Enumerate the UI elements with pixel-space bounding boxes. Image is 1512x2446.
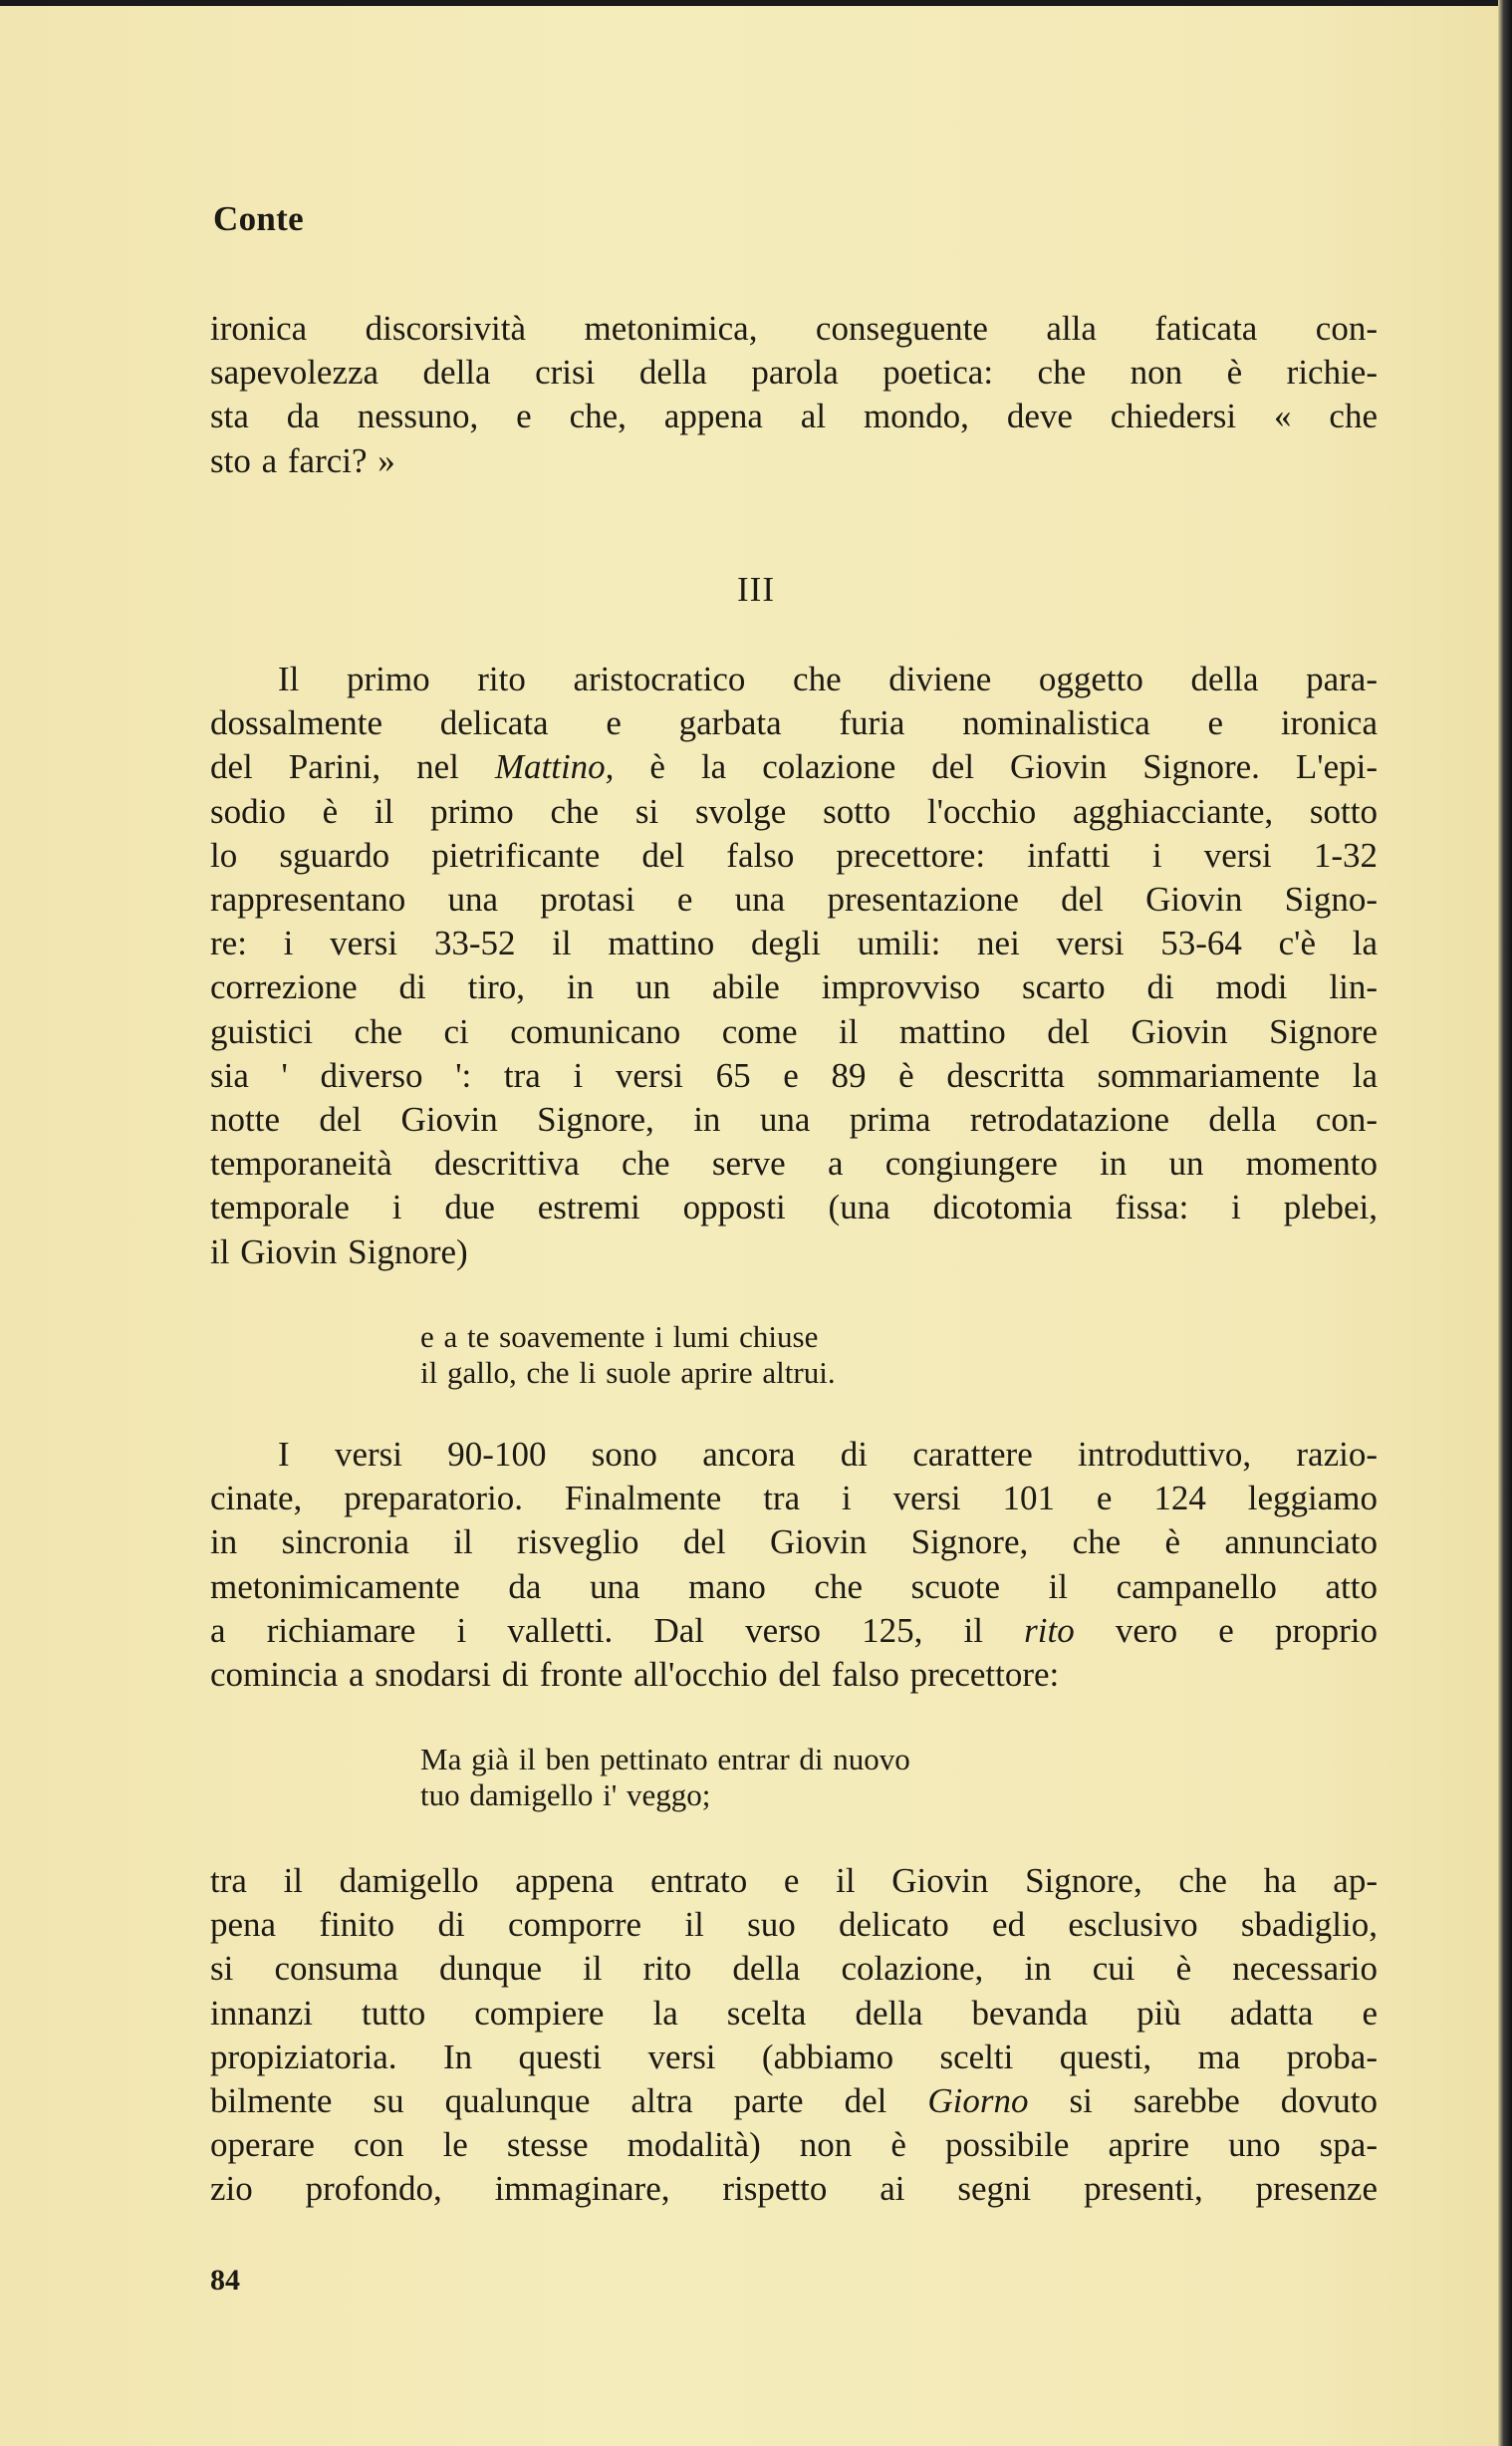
paragraph-3 [210,1433,1378,1697]
text-line: notte del Giovin Signore, in una prima retrodatazione della con- [210,1100,1378,1140]
text-run: bilmente su qualunque altra parte del [210,2081,928,2121]
paragraph-2 [210,658,1378,1274]
text-line: guistici che ci comunicano come il mattino del Giovin Signore [210,1011,1378,1051]
text-line: sta da nessuno, e che, appena al mondo, deve chiedersi « che [210,397,1378,436]
text-line: operare con le stesse modalità) non è possibile aprire uno spa- [210,2125,1378,2165]
text-run: vero e proprio [1074,1610,1378,1650]
text-line: sto a farci? » [210,440,395,480]
text-line: I versi 90-100 sono ancora di carattere introduttivo, razio- [278,1435,1378,1474]
text-line: temporaneità descrittiva che serve a congiungere in un momento [210,1144,1378,1184]
page-edge-shadow [1498,0,1512,2446]
text-line [210,2079,1378,2123]
text-line: temporale i due estremi opposti (una dicotomia fissa: i plebei, [210,1188,1378,1227]
text-line: rappresentano una protasi e una presentazione del Giovin Signo- [210,880,1378,920]
paragraph-1 [210,307,1378,483]
paragraph-4 [210,1859,1378,2212]
text-line: sodio è il primo che si svolge sotto l'occhio agghiacciante, sotto [210,791,1378,831]
italic-title: Mattino, [494,747,615,787]
text-line: lo sguardo pietrificante del falso precettore: infatti i versi 1-32 [210,835,1378,875]
page-number: 84 [210,2264,240,2297]
text-line: zio profondo, immaginare, rispetto ai segni presenti, presenze [210,2169,1378,2209]
italic-title: Giorno [927,2081,1029,2121]
verse-line: tuo damigello i' veggo; [420,1777,711,1812]
text-line: si consuma dunque il rito della colazione, in cui è necessario [210,1949,1378,1989]
text-line: dossalmente delicata e garbata furia nominalistica e ironica [210,703,1378,743]
text-run: è la colazione del Giovin Signore. L'epi- [614,747,1378,787]
text-line: propiziatoria. In questi versi (abbiamo scelti questi, ma proba- [210,2037,1378,2076]
text-line: tra il damigello appena entrato e il Giovin Signore, che ha ap- [210,1861,1378,1900]
text-run: a richiamare i valletti. Dal verso 125, il [210,1610,1025,1650]
text-line: sia ' diverso ': tra i versi 65 e 89 è descritta sommariamente la [210,1055,1378,1095]
verse-quotation-1 [420,1319,836,1391]
text-line: in sincronia il risveglio del Giovin Signore, che è annunciato [210,1522,1378,1562]
italic-word: rito [1024,1610,1075,1650]
section-number: III [737,570,775,609]
top-edge [0,0,1512,6]
verse-line: Ma già il ben pettinato entrar di nuovo [420,1742,910,1776]
text-run: si sarebbe dovuto [1028,2081,1379,2121]
text-line: ironica discorsività metonimica, conseguente alla faticata con- [210,309,1378,348]
text-line: sapevolezza della crisi della parola poetica: che non è richie- [210,353,1378,393]
text-line: Il primo rito aristocratico che diviene oggetto della para- [278,660,1378,698]
text-line: pena finito di comporre il suo delicato ed esclusivo sbadiglio, [210,1905,1378,1945]
text-line: re: i versi 33-52 il mattino degli umili: nei versi 53-64 c'è la [210,924,1378,963]
text-line [210,745,1378,789]
text-line: il Giovin Signore) [210,1231,468,1271]
text-run: del Parini, nel [210,747,495,787]
text-line: metonimicamente da una mano che scuote il campanello atto [210,1566,1378,1606]
verse-quotation-2 [420,1742,910,1813]
verse-line: il gallo, che li suole aprire altrui. [420,1355,836,1390]
verse-line: e a te soavemente i lumi chiuse [420,1319,819,1354]
text-line: cinate, preparatorio. Finalmente tra i versi 101 e 124 leggiamo [210,1479,1378,1518]
text-line: correzione di tiro, in un abile improvviso scarto di modi lin- [210,967,1378,1007]
running-head: Conte [213,199,304,238]
text-line [210,1609,1378,1653]
text-line: comincia a snodarsi di fronte all'occhio del falso precettore: [210,1655,1060,1695]
text-line: innanzi tutto compiere la scelta della bevanda più adatta e [210,1993,1378,2033]
